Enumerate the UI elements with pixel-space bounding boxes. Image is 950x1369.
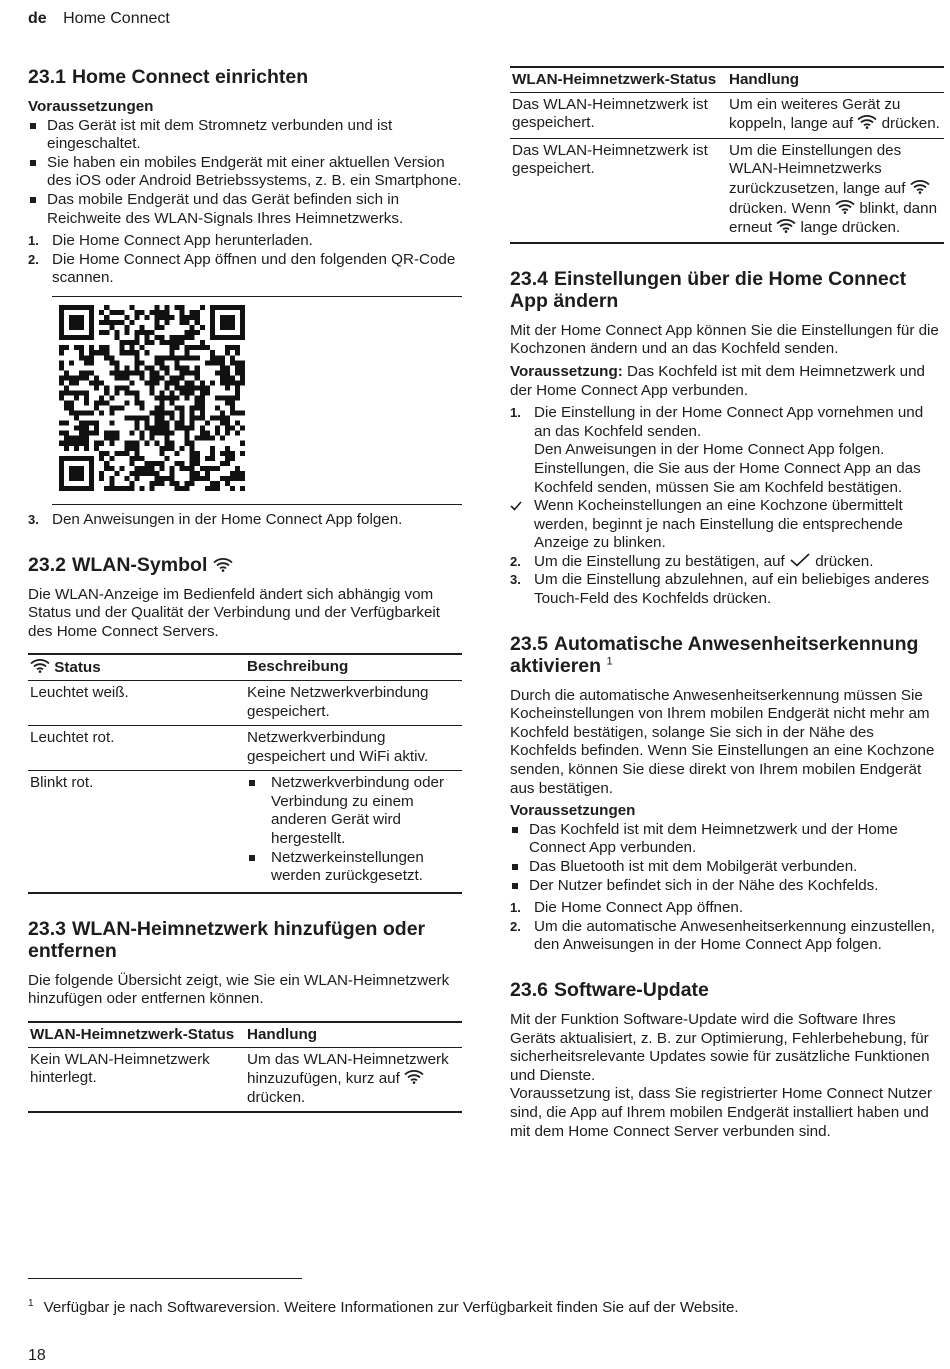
table-header: Handlung — [245, 1022, 462, 1047]
check-icon — [510, 497, 522, 516]
section-23-2-intro: Die WLAN-Anzeige im Bedienfeld ändert sich abhängig vom Status und der Qualität der Verbindung und der Verfügbarkeit des Home Connect Servers. — [28, 585, 441, 640]
section-23-5-heading: 23.5 Automatische Anwesenheitserkennung aktivieren $^1$ — [510, 632, 919, 677]
language-code: de — [28, 10, 47, 27]
list-item: Das mobile Endgerät und das Gerät befinden sich in Reichweite des WLAN-Signals Ihres Heimnetzwerks. — [28, 191, 462, 228]
wlan-network-table — [28, 1021, 462, 1113]
step-item: 3. Um die Einstellung abzulehnen, auf ein beliebiges anderes Touch-Feld des Kochfelds drücken. — [510, 571, 930, 608]
table-row: Leuchtet rot. Netzwerkverbindung gespeichert und WiFi aktiv. — [28, 726, 462, 771]
wifi-icon — [910, 179, 930, 194]
presence-steps — [510, 899, 944, 955]
check-icon — [789, 553, 811, 567]
section-23-4-intro: Mit der Home Connect App können Sie die Einstellungen für die Kochzonen ändern und an das Kochfeld senden. — [510, 321, 939, 358]
section-23-5-intro: Durch die automatische Anwesenheitserkennung müssen Sie Kocheinstellungen von Ihrem mobilen Endgerät nicht mehr am Kochfeld bestätigen, solange Sie sich in der Nähe des Kochfelds befinden. Wenn Sie Einstellungen an eine Kochzone senden, können Sie diese direkt von Ihrem mobilen Endgerät aus bestätigen. — [510, 686, 935, 797]
section-23-3-intro: Die folgende Übersicht zeigt, wie Sie ein WLAN-Heimnetzwerk hinzufügen oder entfernen können. — [28, 971, 450, 1008]
section-23-4-heading: 23.4 Einstellungen über die Home Connect App ändern — [510, 267, 907, 312]
wifi-icon — [213, 557, 233, 572]
software-update-prerequisite: Voraussetzung ist, dass Sie registrierter Home Connect Nutzer sind, die App auf Ihrem mobilen Endgerät installiert haben und mit dem Home Connect Server verbunden sind. — [510, 1085, 933, 1140]
list-item: Der Nutzer befindet sich in der Nähe des Kochfelds. — [510, 877, 944, 896]
step-item: 3. Den Anweisungen in der Home Connect App folgen. — [28, 510, 403, 528]
qr-code-frame — [52, 296, 462, 505]
wifi-icon — [30, 658, 50, 673]
prerequisites-heading: Voraussetzungen — [510, 802, 636, 820]
step-item: 2. Um die automatische Anwesenheitserkennung einzustellen, den Anweisungen in der Home Connect App folgen. — [510, 917, 936, 954]
step-item: 1. Die Home Connect App öffnen. — [510, 899, 744, 917]
table-header: WLAN-Heimnetzwerk-Status — [510, 67, 727, 92]
page-header — [28, 10, 170, 29]
prerequisites-heading: Voraussetzungen — [28, 98, 154, 115]
software-update-text: Mit der Funktion Software-Update wird die Software Ihres Geräts aktualisiert, z. B. zur Optimierung, Fehlerbehebung, für sicherheitsrelevante Updates sowie für zusätzliche Funktionen und Dienste. — [510, 1010, 930, 1084]
wifi-icon — [835, 199, 855, 214]
list-item: Das Bluetooth ist mit dem Mobilgerät verbunden. — [510, 858, 944, 877]
step-item: 1. Die Einstellung in der Home Connect App vornehmen und an das Kochfeld senden. Den Anweisungen in der Home Connect App folgen. Einstellungen, die Sie aus der Home Connect App an das Kochfeld senden, müssen Sie am Kochfeld bestätigen. — [510, 404, 924, 496]
result-item: Wenn Kocheinstellungen an eine Kochzone übermittelt werden, beginnt je nach Einstellung die entsprechende Anzeige zu blinken. — [510, 497, 944, 553]
step-item: 2. Um die Einstellung zu bestätigen, auf drücken. — [510, 552, 874, 570]
footnote-ref: 1 — [606, 655, 613, 668]
table-row: Das WLAN-Heimnetzwerk ist gespeichert. Um die Einstellungen des WLAN-Heimnetzwerks zurückzusetzen, lange auf drücken. Wenn blinkt, dann erneut lange drücken. — [510, 138, 944, 242]
table-header: Beschreibung — [245, 654, 462, 680]
app-settings-steps-continued — [510, 553, 944, 609]
wifi-icon — [776, 218, 796, 233]
section-23-2-heading: 23.2 WLAN-Symbol — [28, 554, 462, 576]
wifi-icon — [857, 114, 877, 129]
list-item: Netzwerkverbindung oder Verbindung zu einem anderen Gerät wird hergestellt. — [247, 774, 458, 848]
setup-steps — [28, 232, 462, 288]
footnote-divider — [28, 1278, 302, 1279]
app-settings-steps — [510, 404, 944, 497]
left-column — [28, 66, 462, 1113]
table-row: Leuchtet weiß. Keine Netzwerkverbindung gespeichert. — [28, 680, 462, 725]
prerequisites-list — [510, 821, 944, 895]
prerequisite-note: Voraussetzung: Das Kochfeld ist mit dem Heimnetzwerk und der Home Connect App verbunden. — [510, 362, 925, 399]
table-row: Kein WLAN-Heimnetzwerk hinterlegt. Um das WLAN-Heimnetzwerk hinzuzufügen, kurz auf drücken. — [28, 1047, 462, 1112]
prerequisites-list — [28, 117, 462, 229]
step-item: 2. Die Home Connect App öffnen und den folgenden QR-Code scannen. — [28, 250, 456, 287]
list-item: Netzwerkeinstellungen werden zurückgesetzt. — [247, 849, 458, 886]
wifi-icon — [404, 1069, 424, 1084]
wlan-status-table — [28, 653, 462, 894]
section-23-3-heading: 23.3 WLAN-Heimnetzwerk hinzufügen oder entfernen — [28, 917, 426, 962]
right-column — [510, 66, 944, 1145]
table-row: Blinkt rot. Netzwerkverbindung oder Verbindung zu einem anderen Gerät wird hergestellt. Netzwerkeinstellungen werden zurückgesetzt. — [28, 771, 462, 893]
table-row: Das WLAN-Heimnetzwerk ist gespeichert. Um ein weiteres Gerät zu koppeln, lange auf drücken. — [510, 92, 944, 138]
setup-steps-continued — [28, 511, 462, 530]
qr-code — [58, 305, 246, 491]
step-item: 1. Die Home Connect App herunterladen. — [28, 232, 313, 250]
page-number: 18 — [28, 1347, 46, 1364]
list-item: Sie haben ein mobiles Endgerät mit einer aktuellen Version des iOS oder Android Betriebssystems, z. B. ein Smartphone. — [28, 154, 462, 191]
table-header: WLAN-Heimnetzwerk-Status — [28, 1022, 245, 1047]
wlan-network-table-continued — [510, 66, 944, 244]
table-header: Status — [28, 654, 245, 680]
list-item: Das Gerät ist mit dem Stromnetz verbunden und ist eingeschaltet. — [28, 117, 462, 154]
section-23-1-heading: 23.1 Home Connect einrichten — [28, 66, 309, 88]
table-header: Handlung — [727, 67, 944, 92]
section-23-6-heading: 23.6 Software-Update — [510, 978, 709, 1001]
list-item: Das Kochfeld ist mit dem Heimnetzwerk und der Home Connect App verbunden. — [510, 821, 944, 858]
header-title: Home Connect — [63, 10, 170, 27]
footnote: $^1$ Verfügbar je nach Softwareversion. Weitere Informationen zur Verfügbarkeit finden Sie auf der Website. — [28, 1298, 739, 1316]
